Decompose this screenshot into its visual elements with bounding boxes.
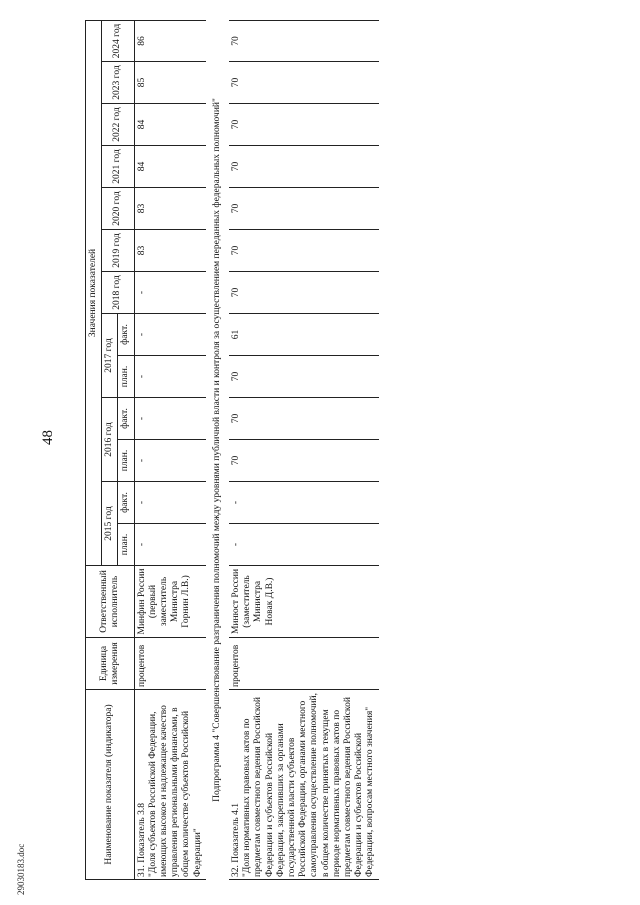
page-number: 48 <box>40 430 56 445</box>
header-plan-2016: план. <box>118 440 134 482</box>
value-cell: - <box>134 482 206 524</box>
header-values: Значения показателей <box>86 21 102 566</box>
header-year-2019: 2019 год <box>102 230 134 272</box>
header-year-2023: 2023 год <box>102 62 134 104</box>
value-cell: - <box>229 482 379 524</box>
header-year-2017: 2017 год <box>102 314 118 398</box>
header-year-2021: 2021 год <box>102 146 134 188</box>
indicator-name-cell <box>134 690 206 880</box>
value-cell: 70 <box>229 230 379 272</box>
indicator-title: Показатель 3.8 <box>136 803 147 863</box>
value-cell: - <box>134 398 206 440</box>
indicators-table <box>85 20 379 880</box>
subprogram-title: Подпрограмма 4 "Совершенствование разграничения полномочий между уровнями публичной власти и контроля за осуществлением переданных федеральных полномочий" <box>211 98 222 802</box>
header-fact-2015: факт. <box>118 482 134 524</box>
value-cell: 70 <box>229 398 379 440</box>
value-cell: 70 <box>229 62 379 104</box>
header-plan-2017: план. <box>118 356 134 398</box>
table-row <box>229 21 379 880</box>
header-year-2018: 2018 год <box>102 272 134 314</box>
row-number: 32. <box>231 865 242 877</box>
value-cell: - <box>134 440 206 482</box>
value-cell: 70 <box>229 146 379 188</box>
value-cell: 83 <box>134 188 206 230</box>
header-year-2015: 2015 год <box>102 482 118 566</box>
indicator-name-cell <box>229 690 379 880</box>
executor-cell: Минфин России (первый заместитель Министра Горнин Л.В.) <box>134 566 206 638</box>
header-year-2024: 2024 год <box>102 21 134 62</box>
value-cell: 70 <box>229 356 379 398</box>
value-cell: - <box>134 314 206 356</box>
value-cell: 85 <box>134 62 206 104</box>
value-cell: 86 <box>134 21 206 62</box>
indicator-description: "Доля субъектов Российской Федерации, имеющих высокое и надлежащее качество управления региональными финансами, в общем количестве субъектов Российской Федерации" <box>147 705 203 877</box>
header-fact-2016: факт. <box>118 398 134 440</box>
value-cell: 70 <box>229 104 379 146</box>
unit-cell: процентов <box>229 638 379 690</box>
value-cell: 70 <box>229 440 379 482</box>
value-cell: - <box>229 524 379 566</box>
value-cell: 84 <box>134 146 206 188</box>
table-row <box>134 21 206 880</box>
value-cell: 84 <box>134 104 206 146</box>
indicator-title: Показатель 4.1 <box>231 803 242 863</box>
indicator-description: "Доля нормативных правовых актов по предметам совместного ведения Российской Федерации и субъектов Российской Федерации, закрепивших за органами государственной власти субъектов Российской Федерации, органами местного самоуправления осуществление полномочий, в общем количестве принятых в текущем периоде нормативных правовых актов по предметам совместного ведения Российской Федерации и субъектов Российской Федерации, вопросам местного значения" <box>242 693 376 877</box>
value-cell: 61 <box>229 314 379 356</box>
value-cell: - <box>134 356 206 398</box>
header-plan-2015: план. <box>118 524 134 566</box>
value-cell: - <box>134 524 206 566</box>
header-name: Наименование показателя (индикатора) <box>86 690 135 880</box>
header-year-2016: 2016 год <box>102 398 118 482</box>
value-cell: 70 <box>229 21 379 62</box>
footer-file-code: 29030183.doc <box>16 843 26 895</box>
row-number: 31. <box>136 865 147 877</box>
executor-cell: Минюст России (заместитель Министра Новак Д.В.) <box>229 566 379 638</box>
rotated-table-container <box>85 20 640 880</box>
value-cell: 70 <box>229 272 379 314</box>
value-cell: 83 <box>134 230 206 272</box>
header-year-2022: 2022 год <box>102 104 134 146</box>
value-cell: 70 <box>229 188 379 230</box>
header-fact-2017: факт. <box>118 314 134 356</box>
subprogram-row <box>206 21 229 880</box>
header-executor: Ответственный исполнитель <box>86 566 135 638</box>
unit-cell: процентов <box>134 638 206 690</box>
header-year-2020: 2020 год <box>102 188 134 230</box>
header-unit: Единица измерения <box>86 638 135 690</box>
value-cell: - <box>134 272 206 314</box>
